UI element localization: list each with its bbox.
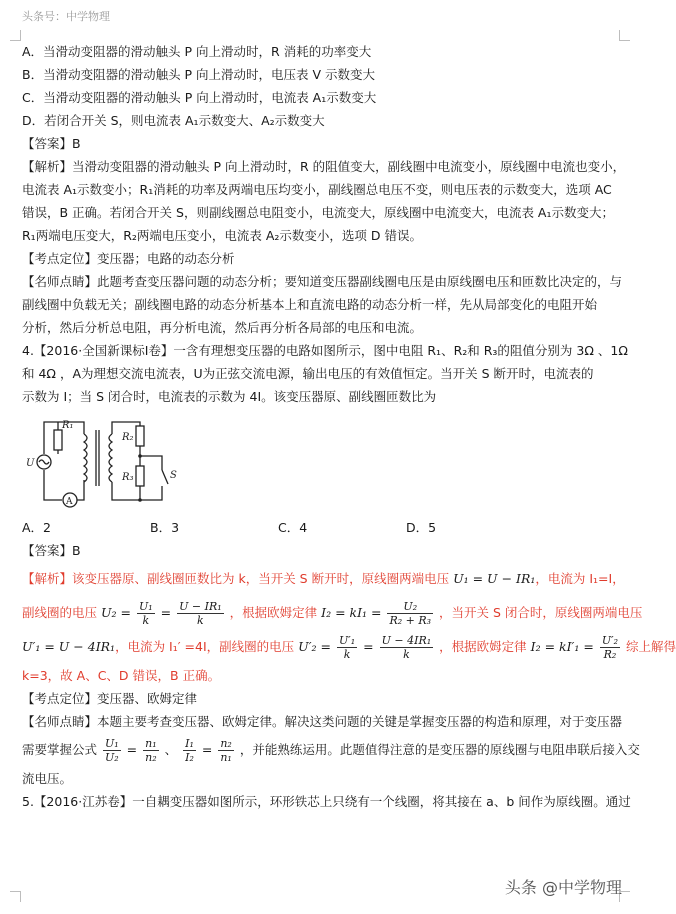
q4-analysis-text: ，当开关 S 闭合时，原线圈两端电压 [439, 605, 643, 620]
q3-answer: 【答案】B [22, 136, 81, 151]
equation-i2-prime: I₂ = kI′₁ = [530, 639, 594, 654]
q4-analysis-line-1 [22, 562, 625, 596]
fraction: $\frac{\text{U′₂}}{\text{R₂}}$ [601, 634, 619, 661]
q4-answer: 【答案】B [22, 543, 81, 558]
q5-stem-line: 5.【2016·江苏卷】一自耦变压器如图所示，环形铁芯上只绕有一个线圈，将其接在 a、b 间作为原线圈。通过 [22, 794, 631, 809]
q3-analysis-line: 错误，B 正确。若闭合开关 S，则副线圈总电阻变小，电流变大，原线圈中电流变大，电流表 A₁示数变大； [22, 205, 614, 220]
q4-comment-line-3: 流电压。 [22, 771, 73, 786]
q3-option-a: A．当滑动变阻器的滑动触头 P 向上滑动时，R 消耗的功率变大 [22, 44, 372, 59]
crop-mark-top-left [10, 30, 21, 41]
q4-analysis-text: 综上解得 [626, 639, 676, 654]
q3-analysis-line: 电流表 A₁示数变小；R₁消耗的功率及两端电压均变小，副线圈总电压不变，则电压表的示数变大，选项 AC [22, 182, 612, 197]
q4-choice-d: D．5 [406, 520, 437, 535]
watermark: 头条 @中学物理 [504, 878, 622, 897]
q3-option-d: D．若闭合开关 S，则电流表 A₁示数变大、A₂示数变大 [22, 113, 325, 128]
q4-analysis-line-4: k=3，故 A、C、D 错误，B 正确。 [22, 668, 221, 683]
q3-comment-line: 【名师点睛】此题考查变压器问题的动态分析；要知道变压器副线圈电压是由原线圈电压和匝数比决定的，与 [22, 274, 623, 289]
circuit-svg [22, 414, 182, 514]
q4-stem-line: 示数为 I；当 S 闭合时，电流表的示数为 4I。该变压器原、副线圈匝数比为 [22, 389, 437, 404]
fraction: $\frac{\text{U′₁}}{k}$ [339, 634, 356, 661]
account-header: 头条号：中学物理 [22, 10, 110, 23]
resistor-r2-shape [136, 426, 144, 446]
q4-choice-b: B．3 [150, 520, 180, 535]
q4-analysis-text: ，电流为 I₁=I， [535, 571, 625, 586]
q3-knowledge-point: 【考点定位】变压器；电路的动态分析 [22, 251, 235, 266]
primary-coil-shape [84, 434, 87, 482]
equation-u2-prime: U′₂ = [298, 639, 332, 654]
fraction: $\frac{\text{I₁}}{\text{I₂}}$ [185, 737, 194, 764]
q4-analysis-text: ，根据欧姆定律 [229, 605, 318, 620]
equation-u1: U₁ = U − IR₁ [453, 571, 536, 586]
fraction: $\frac{\text{n₁}}{\text{n₂}}$ [145, 737, 157, 764]
q4-choice-a: A．2 [22, 520, 52, 535]
q3-comment-line: 分析，然后分析总电阻，再分析电流，然后再分析各局部的电压和电流。 [22, 320, 423, 335]
label-r2: R₂ [122, 432, 134, 443]
transformer-circuit-diagram [22, 414, 622, 514]
fraction: $\frac{\text{U − 4IR₁}}{k}$ [381, 634, 432, 661]
q4-analysis-line-2: 副线圈的电压 U₂ = $\frac{\text{U₁}}{k}$ = $\frac{\text{U − IR₁}}{k}$ ，根据欧姆定律 I₂ = kI₁ = $\frac{\text{U₂}}{\text{R₂ + R₃}}$ ，当开关 S 闭合时，原线圈两端电压 [22, 600, 643, 627]
q4-comment-text: 需要掌握公式 [22, 742, 98, 757]
label-s: S [170, 470, 177, 481]
equation-u1-prime: U′₁ = U − 4IR₁ [22, 639, 116, 654]
label-u: U [26, 458, 35, 469]
fraction: $\frac{\text{n₂}}{\text{n₁}}$ [220, 737, 232, 764]
fraction: $\frac{\text{U₂}}{\text{R₂ + R₃}}$ [389, 600, 432, 627]
q4-analysis-line-3: U′₁ = U − 4IR₁，电流为 I₁′ =4I，副线圈的电压 U′₂ = $\frac{\text{U′₁}}{k}$ = $\frac{\text{U − 4IR₁}}{k}$ ，根据欧姆定律 I₂ = kI′₁ = $\frac{\text{U′₂}}{\text{R₂}}$ 综上解得 [22, 634, 676, 661]
equation-i2: I₂ = kI₁ = [321, 605, 382, 620]
q4-comment-text: ，并能熟练运用。此题值得注意的是变压器的原线圈与电阻串联后接入交 [239, 742, 640, 757]
fraction: $\frac{\text{U₁}}{\text{U₂}}$ [105, 737, 119, 764]
q4-knowledge-point: 【考点定位】变压器、欧姆定律 [22, 691, 198, 706]
equation-u2: U₂ = [101, 605, 131, 620]
q4-analysis-text: 【解析】该变压器原、副线圈匝数比为 k，当开关 S 断开时，原线圈两端电压 [22, 571, 450, 586]
label-ammeter: A [66, 497, 73, 507]
q3-option-b: B．当滑动变阻器的滑动触头 P 向上滑动时，电压表 V 示数变大 [22, 67, 376, 82]
q3-option-c: C．当滑动变阻器的滑动触头 P 向上滑动时，电流表 A₁示数变大 [22, 90, 377, 105]
crop-mark-bottom-left [10, 891, 21, 902]
q3-analysis-line: R₁两端电压变大，R₂两端电压变小，电流表 A₂示数变小，选项 D 错误。 [22, 228, 423, 243]
fraction: $\frac{\text{U₁}}{k}$ [138, 600, 153, 627]
q4-choices [22, 516, 622, 539]
q4-analysis-text: ，电流为 I₁′ =4I，副线圈的电压 [115, 639, 295, 654]
q4-stem-line: 和 4Ω ，A为理想交流电流表，U为正弦交流电源，输出电压的有效值恒定。当开关 S 断开时，电流表的 [22, 366, 594, 381]
switch-s-shape [162, 470, 168, 484]
q4-comment-line-1: 【名师点睛】本题主要考查变压器、欧姆定律。解决这类问题的关键是掌握变压器的构造和原理，对于变压器 [22, 714, 623, 729]
q3-comment-line: 副线圈中负载无关；副线圈电路的动态分析基本上和直流电路的动态分析一样，先从局部变化的电阻开始 [22, 297, 598, 312]
resistor-r1-shape [54, 430, 62, 450]
secondary-coil-shape [109, 434, 112, 482]
q3-analysis-line: 【解析】当滑动变阻器的滑动触头 P 向上滑动时，R 的阻值变大，副线圈中电流变小，原线圈中电流也变小， [22, 159, 626, 174]
resistor-r3-shape [136, 466, 144, 486]
q4-choice-c: C．4 [278, 520, 308, 535]
document-body [22, 40, 676, 813]
q4-stem-line: 4.【2016·全国新课标Ⅰ卷】一含有理想变压器的电路如图所示，图中电阻 R₁、R₂和 R₃的阻值分别为 3Ω 、1Ω [22, 343, 628, 358]
label-r1: R₁ [62, 420, 74, 431]
q4-analysis-text: ，根据欧姆定律 [439, 639, 527, 654]
label-r3: R₃ [122, 472, 134, 483]
q4-analysis-text: 副线圈的电压 [22, 605, 98, 620]
fraction: $\frac{\text{U − IR₁}}{k}$ [179, 600, 222, 627]
q4-comment-line-2: 需要掌握公式 $\frac{\text{U₁}}{\text{U₂}}$ = $\frac{\text{n₁}}{\text{n₂}}$ 、 $\frac{\text{I₁}}{\text{I₂}}$ = $\frac{\text{n₂}}{\text{n₁}}$ ，并能熟练运用。此题值得注意的是变压器的原线圈与电阻串联后接入交 [22, 737, 640, 764]
